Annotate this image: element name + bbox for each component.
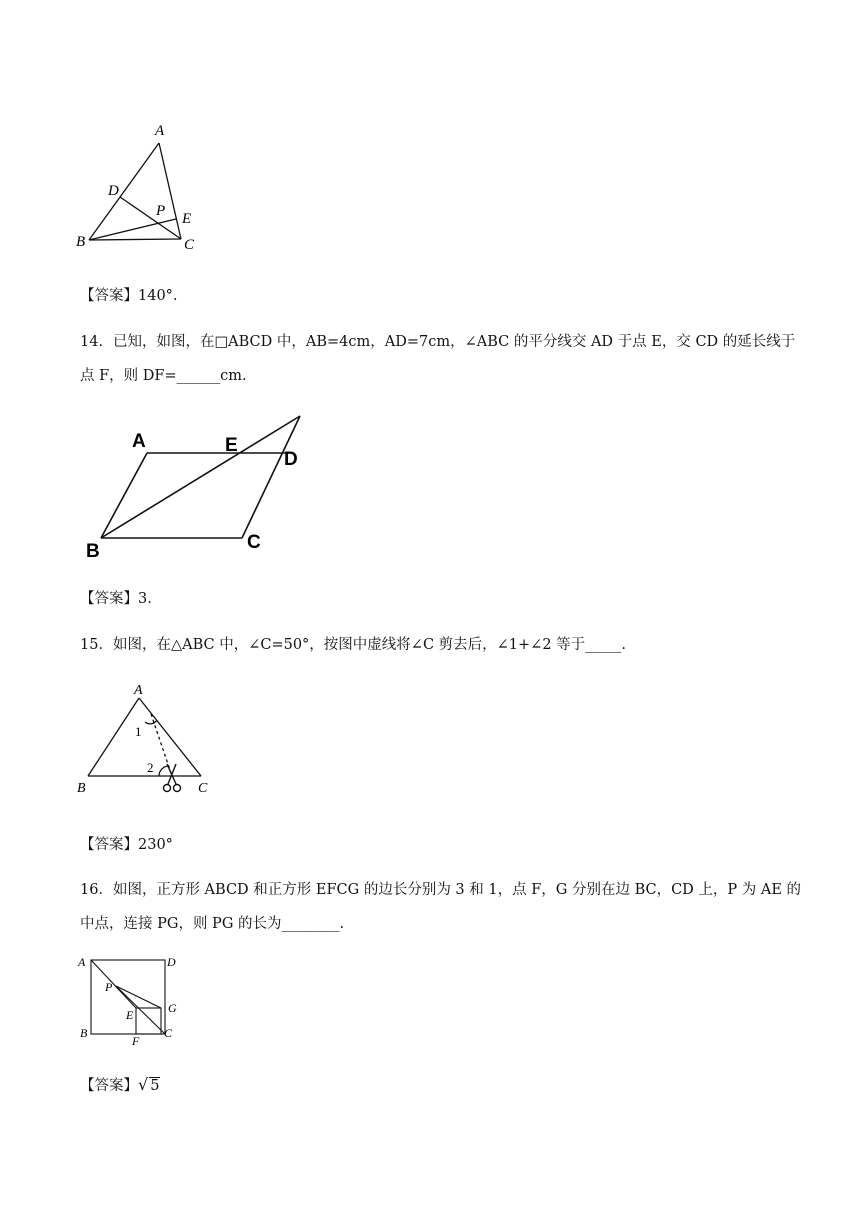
label-e: E — [126, 1008, 134, 1022]
answer-q14 — [80, 587, 152, 608]
segment-ae — [91, 960, 136, 1008]
figure-q13-triangle — [70, 115, 220, 260]
label-d: D — [108, 183, 119, 199]
label-g: G — [168, 1001, 177, 1015]
label-c: C — [164, 1026, 173, 1040]
segment-cd — [120, 197, 181, 239]
side-ab — [88, 698, 139, 776]
answer-q13 — [80, 284, 178, 305]
label-angle-1: 1 — [135, 724, 142, 739]
side-ab — [101, 453, 147, 538]
figure-q14-parallelogram — [80, 408, 320, 563]
question-14-line-1: 14．已知，如图，在□ABCD 中，AB=4cm，AD=7cm，∠ABC 的平分线交 AD 于点 E，交 CD 的延长线于 — [80, 334, 796, 350]
radicand: 5 — [150, 1078, 160, 1094]
label-a: A — [155, 123, 165, 139]
square-efcg — [136, 1008, 161, 1034]
label-angle-2: 2 — [147, 760, 154, 775]
label-c: C — [198, 781, 208, 796]
label-p: P — [156, 203, 166, 219]
question-15-line-1: 15．如图，在△ABC 中，∠C=50°，按图中虚线将∠C 剪去后，∠1+∠2 等于_____. — [80, 637, 627, 653]
label-d: D — [167, 955, 176, 969]
label-f: F — [132, 1034, 140, 1048]
label-e: E — [225, 435, 238, 456]
figure-q16-squares — [72, 950, 192, 1048]
label-b: B — [77, 781, 86, 796]
label-c: C — [184, 237, 195, 253]
label-e: E — [182, 211, 192, 227]
scissors-icon — [164, 764, 181, 792]
label-a: A — [132, 431, 146, 452]
answer-tag: 【答案】 — [80, 288, 138, 304]
answer-tag: 【答案】 — [80, 1078, 138, 1094]
question-16-line-2: 中点，连接 PG，则 PG 的长为________. — [80, 916, 345, 932]
label-a: A — [78, 955, 86, 969]
answer-q15 — [80, 833, 173, 854]
label-d: D — [284, 449, 298, 470]
answer-value: 140°. — [138, 288, 178, 304]
question-16-line-1: 16．如图，正方形 ABCD 和正方形 EFCG 的边长分别为 3 和 1，点 F，G 分别在边 BC，CD 上，P 为 AE 的 — [80, 882, 802, 898]
label-p: P — [105, 980, 113, 994]
question-14-line-2: 点 F，则 DF=______cm. — [80, 368, 247, 384]
answer-value: 3. — [138, 591, 152, 607]
segment-pc — [116, 986, 165, 1034]
answer-tag: 【答案】 — [80, 591, 138, 607]
label-b: B — [80, 1026, 88, 1040]
label-c: C — [247, 532, 261, 553]
sqrt-expression: √ 5 — [138, 1075, 160, 1094]
answer-value: 230° — [138, 837, 173, 853]
side-ac — [159, 143, 181, 239]
label-b: B — [86, 541, 100, 562]
label-b: B — [76, 234, 86, 250]
side-bc — [89, 239, 181, 240]
angle-2-arc — [159, 766, 169, 776]
label-a: A — [134, 683, 143, 698]
answer-q16 — [80, 1074, 160, 1095]
answer-tag: 【答案】 — [80, 837, 138, 853]
segment-pg — [116, 986, 161, 1008]
figure-q15-cut-triangle — [72, 680, 222, 802]
angle-1-arc — [145, 720, 157, 724]
